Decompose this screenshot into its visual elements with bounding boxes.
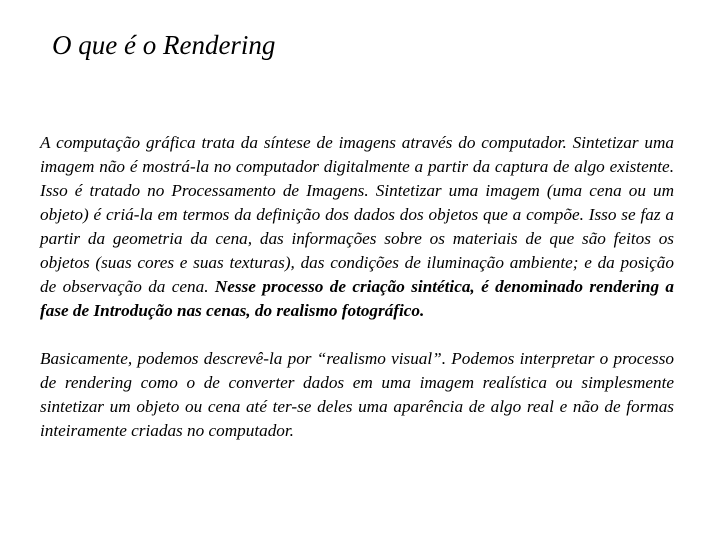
- slide-title: O que é o Rendering: [52, 30, 276, 60]
- paragraph-2: Basicamente, podemos descrevê-la por “realismo visual”. Podemos interpretar o processo de rendering como o de converter dados em uma imagem realística ou simplesmente sintetizar um objeto ou cena até ter-se deles uma aparência de algo real e não de formas inteiramente criadas no computador.: [40, 349, 674, 440]
- paragraph-1-text: A computação gráfica trata da síntese de imagens através do computador. Sintetizar uma imagem não é mostrá-la no computador digitalmente a partir da captura de algo existente. Isso é tratado no Processamento de Imagens. Sintetizar uma imagem (uma cena ou um objeto) é criá-la em termos da definição dos dados dos objetos que a compõe. Isso se faz a partir da geometria da cena, das informações sobre os materiais de que são feitos os objetos (suas cores e suas texturas), das condições de iluminação ambiente; e da posição de observação da cena.: [40, 133, 674, 296]
- slide-body: [40, 131, 674, 443]
- paragraph-1-emphasis: Nesse processo de criação sintética, é denominado rendering a fase de Introdução nas cenas, do realismo fotográfico.: [40, 277, 675, 320]
- paragraph-1: [40, 131, 674, 323]
